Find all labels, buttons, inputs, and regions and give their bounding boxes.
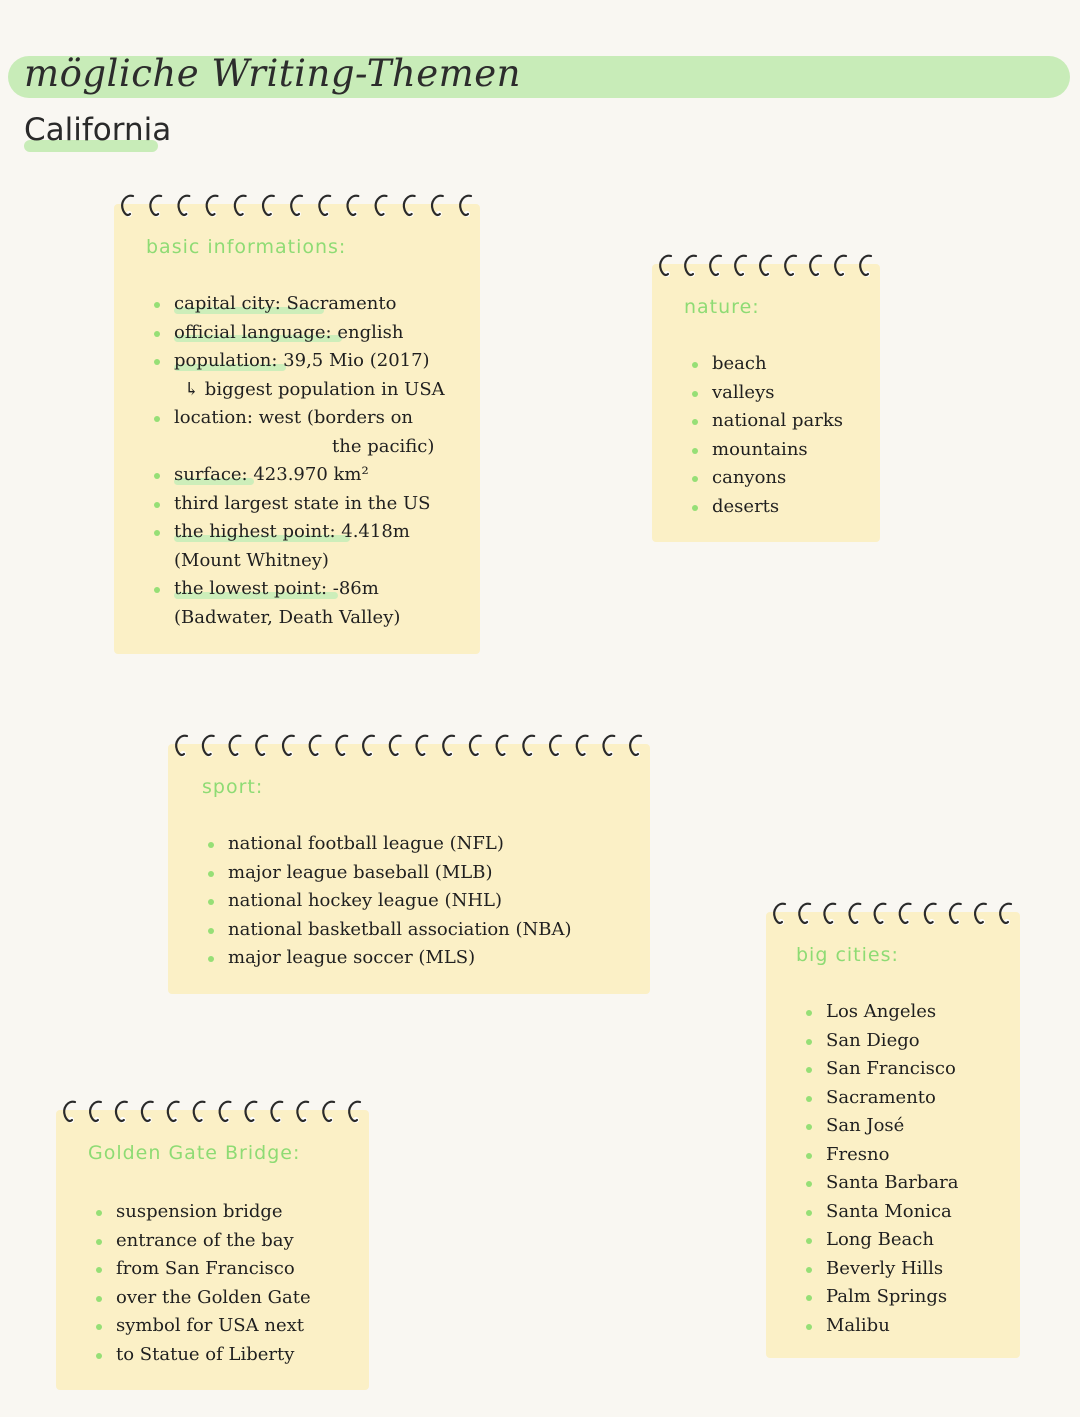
bullet-icon xyxy=(96,1210,102,1216)
list-item: Los Angeles xyxy=(826,998,959,1027)
list-item: surface: 423.970 km² xyxy=(174,461,445,490)
list-item: from San Francisco xyxy=(116,1255,311,1284)
bullet-icon xyxy=(154,331,160,337)
list-item: the pacific) xyxy=(332,435,435,457)
list-item: San José xyxy=(826,1112,959,1141)
list-item: Fresno xyxy=(826,1141,959,1170)
big-cities-card xyxy=(766,892,1020,1358)
bullet-icon xyxy=(806,1324,812,1330)
bullet-icon xyxy=(806,1295,812,1301)
bullet-icon xyxy=(208,842,214,848)
list-item: beach xyxy=(712,350,843,379)
list-item: ↳ biggest population in USA xyxy=(184,378,445,400)
list-item: Long Beach xyxy=(826,1226,959,1255)
bullet-icon xyxy=(154,587,160,593)
bullet-icon xyxy=(96,1353,102,1359)
bullet-icon xyxy=(154,473,160,479)
bullet-icon xyxy=(806,1124,812,1130)
list-item: capital city: Sacramento xyxy=(174,290,445,319)
bullet-icon xyxy=(154,502,160,508)
list-item: population: 39,5 Mio (2017) xyxy=(174,347,445,376)
list-item: Santa Barbara xyxy=(826,1169,959,1198)
list-item: (Mount Whitney) xyxy=(174,549,329,571)
bullet-icon xyxy=(806,1096,812,1102)
bullet-icon xyxy=(154,530,160,536)
bullet-icon xyxy=(806,1010,812,1016)
card-heading: Golden Gate Bridge: xyxy=(88,1142,301,1164)
list-item: official language: english xyxy=(174,319,445,348)
bullet-icon xyxy=(692,362,698,368)
card-heading: big cities: xyxy=(796,944,899,966)
spiral-rings-icon xyxy=(56,1090,369,1130)
card-heading: sport: xyxy=(202,776,264,798)
list-item: the lowest point: -86m xyxy=(174,575,445,604)
list-item: canyons xyxy=(712,464,843,493)
list-item: Beverly Hills xyxy=(826,1255,959,1284)
bullet-icon xyxy=(806,1067,812,1073)
list-item: San Francisco xyxy=(826,1055,959,1084)
bullet-icon xyxy=(692,476,698,482)
spiral-rings-icon xyxy=(766,892,1020,932)
nature-card xyxy=(652,244,880,542)
bullet-icon xyxy=(96,1324,102,1330)
list-item: Malibu xyxy=(826,1312,959,1341)
subtitle: California xyxy=(24,112,172,148)
list-item: national basketball association (NBA) xyxy=(228,916,572,945)
list-item: major league baseball (MLB) xyxy=(228,859,572,888)
list-item: (Badwater, Death Valley) xyxy=(174,606,401,628)
list-item: over the Golden Gate xyxy=(116,1284,311,1313)
list-item: third largest state in the US xyxy=(174,490,445,519)
list-item: symbol for USA next xyxy=(116,1312,311,1341)
bullet-icon xyxy=(208,871,214,877)
bullet-icon xyxy=(154,416,160,422)
bullet-icon xyxy=(806,1238,812,1244)
basic-info-card xyxy=(114,184,480,654)
golden-gate-card xyxy=(56,1090,369,1390)
list-item: to Statue of Liberty xyxy=(116,1341,311,1370)
list-item: Santa Monica xyxy=(826,1198,959,1227)
list-item: the highest point: 4.418m xyxy=(174,518,445,547)
list-item: deserts xyxy=(712,493,843,522)
spiral-rings-icon xyxy=(652,244,880,284)
bullet-icon xyxy=(154,302,160,308)
bullet-icon xyxy=(96,1239,102,1245)
basic-info-list xyxy=(174,290,445,632)
bullet-icon xyxy=(806,1267,812,1273)
spiral-rings-icon xyxy=(168,724,650,764)
card-heading: basic informations: xyxy=(146,236,347,258)
list-item: Sacramento xyxy=(826,1084,959,1113)
list-item: location: west (borders on xyxy=(174,404,445,433)
bullet-icon xyxy=(96,1267,102,1273)
bullet-icon xyxy=(806,1039,812,1045)
bullet-icon xyxy=(692,505,698,511)
sport-list xyxy=(228,830,572,973)
list-item: entrance of the bay xyxy=(116,1227,311,1256)
list-item: San Diego xyxy=(826,1027,959,1056)
list-item: valleys xyxy=(712,379,843,408)
sport-card xyxy=(168,724,650,994)
bullet-icon xyxy=(208,928,214,934)
bullet-icon xyxy=(96,1296,102,1302)
list-item: national football league (NFL) xyxy=(228,830,572,859)
list-item: major league soccer (MLS) xyxy=(228,944,572,973)
subtitle-block xyxy=(24,112,171,148)
list-item: mountains xyxy=(712,436,843,465)
bullet-icon xyxy=(806,1210,812,1216)
page-title: mögliche Writing-Themen xyxy=(24,52,521,95)
bullet-icon xyxy=(154,359,160,365)
bullet-icon xyxy=(692,448,698,454)
spiral-rings-icon xyxy=(114,184,480,224)
bullet-icon xyxy=(208,899,214,905)
list-item: suspension bridge xyxy=(116,1198,311,1227)
golden-gate-list xyxy=(116,1198,311,1369)
list-item: national parks xyxy=(712,407,843,436)
bullet-icon xyxy=(806,1153,812,1159)
bullet-icon xyxy=(208,956,214,962)
list-item: national hockey league (NHL) xyxy=(228,887,572,916)
bullet-icon xyxy=(692,391,698,397)
list-item: Palm Springs xyxy=(826,1283,959,1312)
bullet-icon xyxy=(806,1181,812,1187)
card-heading: nature: xyxy=(684,296,760,318)
bullet-icon xyxy=(692,419,698,425)
nature-list xyxy=(712,350,843,521)
big-cities-list xyxy=(826,998,959,1340)
